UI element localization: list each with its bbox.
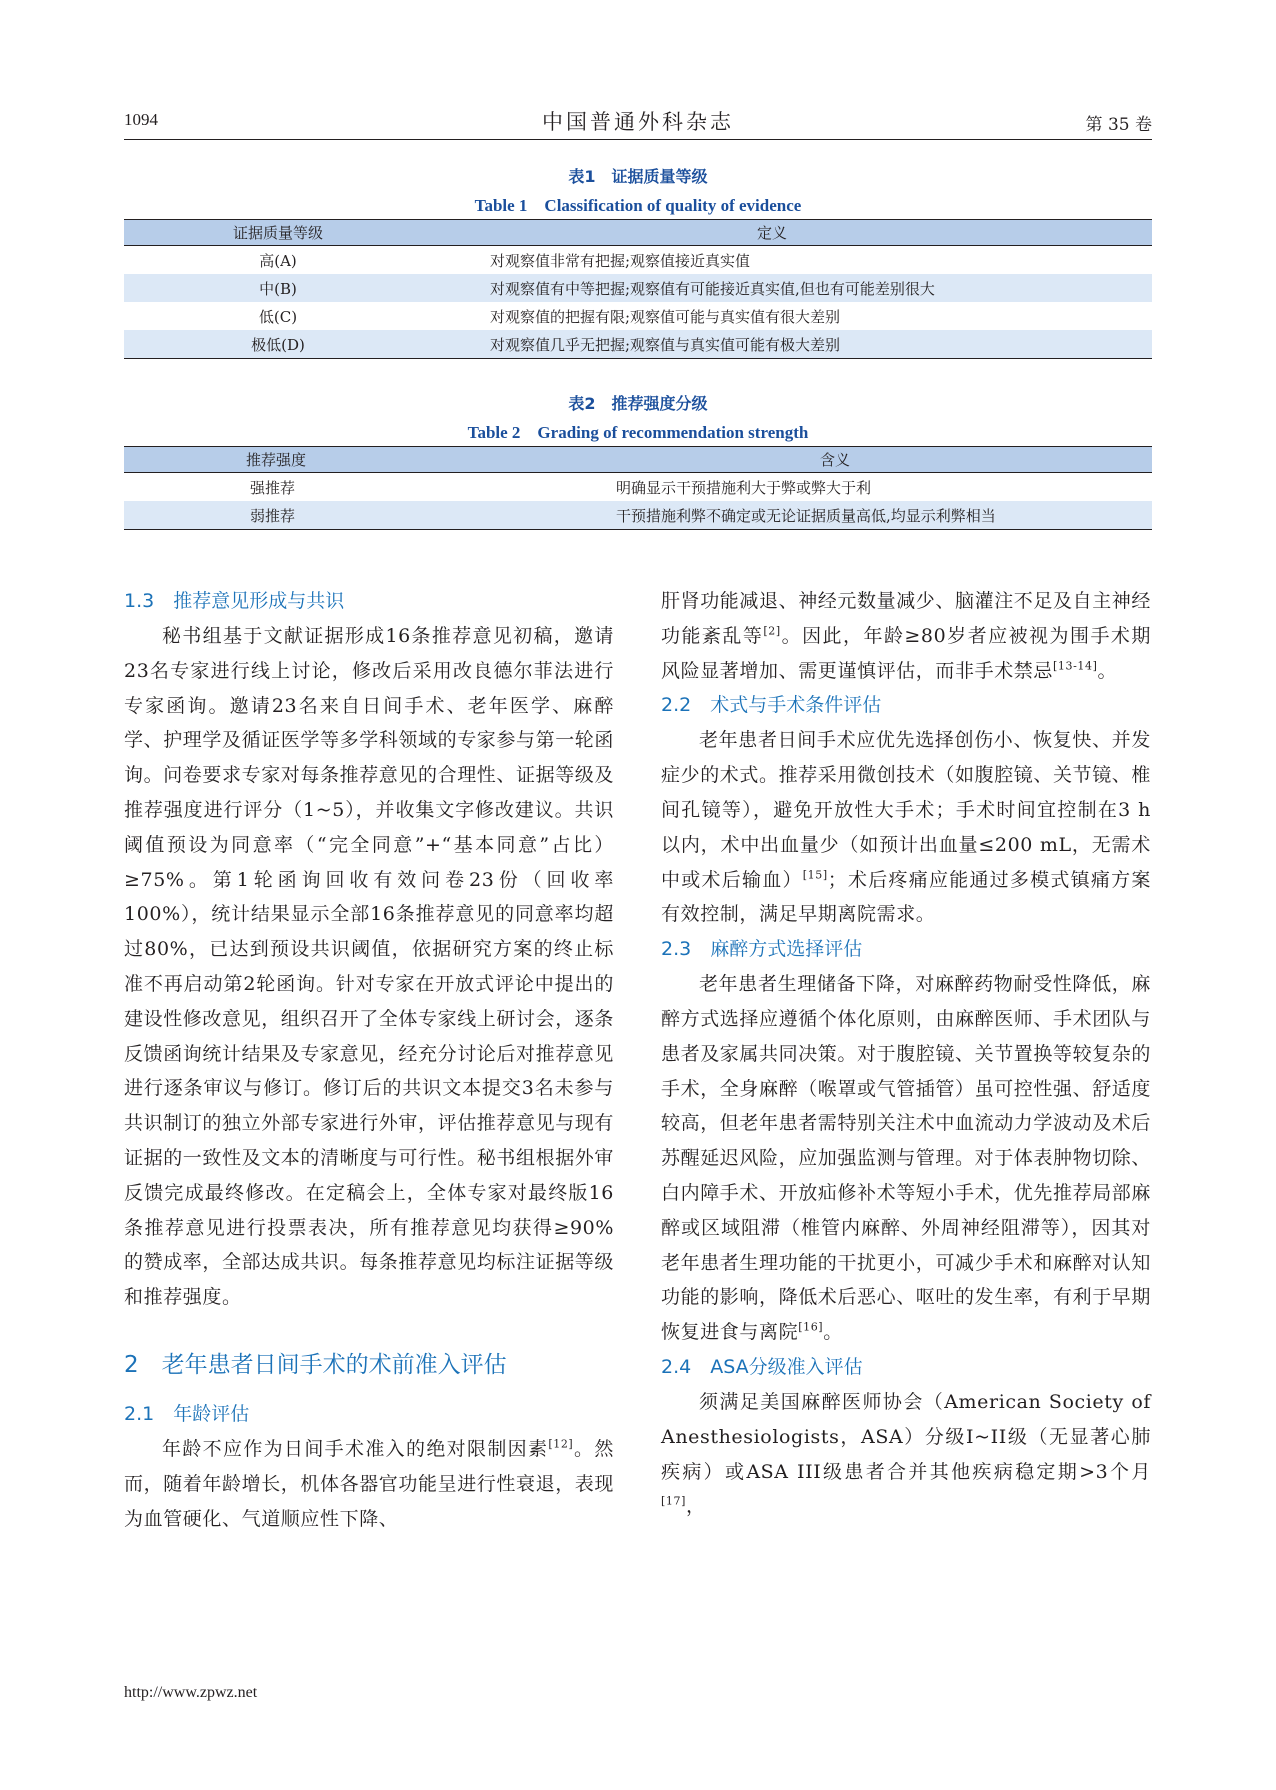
table-cell: 干预措施利弊不确定或无论证据质量高低,均显示利弊相当	[558, 501, 1152, 530]
table-cell: 极低(D)	[124, 330, 432, 359]
table-header-cell: 证据质量等级	[124, 220, 432, 246]
text-run: ，	[685, 1495, 706, 1518]
left-column	[124, 584, 614, 1536]
text-run: 老年患者日间手术应优先选择创伤小、恢复快、并发症少的术式。推荐采用微创技术（如腹腔镜、关节镜、椎间孔镜等），避免开放性大手术；手术时间宜控制在3 h以内，术中出血量少（如预计出血量≤200 mL，无需术中或术后输血）	[661, 729, 1152, 891]
paragraph-age-continued	[661, 584, 1151, 688]
table-cell: 对观察值非常有把握;观察值接近真实值	[490, 251, 751, 270]
text-run: 。然而，随着年龄增长，机体各器官功能呈进行性衰退，表现为血管硬化、气道顺应性下降、	[124, 1437, 615, 1530]
citation-ref[interactable]: [13-14]	[1053, 659, 1098, 673]
running-header	[124, 104, 1152, 138]
table1-caption-en: Table 1 Classification of quality of evidence	[474, 196, 802, 215]
citation-ref[interactable]: [17]	[661, 1495, 686, 1508]
paragraph-surgery	[661, 723, 1151, 932]
table-cell: 明确显示干预措施利大于弊或弊大于利	[616, 478, 872, 497]
table-cell: 低(C)	[258, 307, 298, 326]
paragraph-anesthesia	[661, 967, 1151, 1350]
table-cell: 强推荐	[250, 478, 296, 497]
citation-ref[interactable]: [15]	[802, 868, 828, 882]
text-run: 肝肾功能减退、神经元数量减少、脑灌注不足及自主神经功能紊乱等	[661, 590, 1152, 647]
table-row	[124, 302, 1152, 330]
right-column	[661, 584, 1151, 1524]
section-heading-2-2: 2.2 术式与手术条件评估	[661, 694, 882, 717]
table-row	[124, 246, 1152, 275]
journal-title: 中国普通外科杂志	[542, 110, 734, 134]
table-cell: 中(B)	[124, 274, 432, 302]
section-heading-2-4: 2.4 ASA分级准入评估	[661, 1355, 863, 1378]
paragraph-age	[124, 1432, 614, 1536]
footer-url[interactable]: http://www.zpwz.net	[124, 1684, 258, 1701]
table2-caption-en: Table 2 Grading of recommendation strength	[467, 423, 809, 442]
text-run: 须满足美国麻醉医师协会（American Society of Anesthesiologists，ASA）分级I~II级（无显著心肺疾病）或ASA III级患者合并其他疾病稳定期>3个月	[661, 1390, 1151, 1483]
table-row	[124, 330, 1152, 359]
text-run: 。因此，年龄≥80岁者应被视为围手术期风险显著增加、需更谨慎评估，而非手术禁忌	[661, 624, 1151, 682]
section-heading-2-1: 2.1 年龄评估	[124, 1402, 250, 1425]
text-run: 年龄不应作为日间手术准入的绝对限制因素	[162, 1437, 549, 1460]
table-header-cell: 推荐强度	[124, 447, 558, 473]
table1-caption-cn: 表1 证据质量等级	[568, 167, 708, 186]
text-run: 。	[1097, 659, 1118, 682]
table-header-cell: 含义	[558, 447, 1152, 473]
table-row	[124, 501, 1152, 530]
table-header-cell: 定义	[432, 220, 1152, 246]
paragraph-asa	[661, 1385, 1151, 1524]
text-run: ；术后疼痛应能通过多模式镇痛方案有效控制，满足早期离院需求。	[661, 868, 1152, 926]
citation-ref[interactable]: [12]	[548, 1437, 574, 1451]
volume-label: 第 35 卷	[1085, 115, 1152, 135]
section-heading-1-3: 1.3 推荐意见形成与共识	[124, 590, 345, 612]
section-heading-2: 2 老年患者日间手术的术前准入评估	[124, 1351, 507, 1378]
table-cell: 对观察值的把握有限;观察值可能与真实值有很大差别	[490, 307, 841, 326]
citation-ref[interactable]: [16]	[798, 1320, 824, 1334]
table-cell: 对观察值几乎无把握;观察值与真实值可能有极大差别	[432, 330, 1152, 359]
table2-caption-cn: 表2 推荐强度分级	[568, 394, 708, 413]
table-row	[124, 274, 1152, 302]
section-heading-2-3: 2.3 麻醉方式选择评估	[661, 938, 863, 961]
table-row	[124, 473, 1152, 502]
table-cell: 高(A)	[259, 251, 297, 270]
paragraph-consensus: 秘书组基于文献证据形成16条推荐意见初稿，邀请23名专家进行线上讨论，修改后采用改良德尔菲法进行专家函询。邀请23名来自日间手术、老年医学、麻醉学、护理学及循证医学等多学科领域的专家参与第一轮函询。问卷要求专家对每条推荐意见的合理性、证据等级及推荐强度进行评分（1~5），并收集文字修改建议。共识阈值预设为同意率（“完全同意”+“基本同意”占比）≥75%。第1轮函询回收有效问卷23份（回收率100%），统计结果显示全部16条推荐意见的同意率均超过80%，已达到预设共识阈值，依据研究方案的终止标准不再启动第2轮函询。针对专家在开放式评论中提出的建设性修改意见，组织召开了全体专家线上研讨会，逐条反馈函询统计结果及专家意见，经充分讨论后对推荐意见进行逐条审议与修订。修订后的共识文本提交3名未参与共识制订的独立外部专家进行外审，评估推荐意见与现有证据的一致性及文本的清晰度与可行性。秘书组根据外审反馈完成最终修改。在定稿会上，全体专家对最终版16条推荐意见进行投票表决，所有推荐意见均获得≥90%的赞成率，全部达成共识。每条推荐意见均标注证据等级和推荐强度。	[124, 625, 615, 1309]
page-number: 1094	[124, 110, 158, 129]
text-run: 。	[823, 1321, 843, 1344]
text-run: 老年患者生理储备下降，对麻醉药物耐受性降低，麻醉方式选择应遵循个体化原则，由麻醉医师、手术团队与患者及家属共同决策。对于腹腔镜、关节置换等较复杂的手术，全身麻醉（喉罩或气管插管）虽可控性强、舒适度较高，但老年患者需特别关注术中血流动力学波动及术后苏醒延迟风险，应加强监测与管理。对于体表肿物切除、白内障手术、开放疝修补术等短小手术，优先推荐局部麻醉或区域阻滞（椎管内麻醉、外周神经阻滞等），因其对老年患者生理功能的干扰更小，可减少手术和麻醉对认知功能的影响，降低术后恶心、呕吐的发生率，有利于早期恢复进食与离院	[661, 973, 1152, 1344]
evidence-quality-table	[124, 219, 1152, 359]
table-cell: 对观察值有中等把握;观察值有可能接近真实值,但也有可能差别很大	[432, 274, 1152, 302]
header-rule	[124, 139, 1152, 140]
citation-ref[interactable]: [2]	[763, 624, 781, 638]
recommendation-strength-table	[124, 446, 1152, 530]
table-cell: 弱推荐	[124, 501, 558, 530]
